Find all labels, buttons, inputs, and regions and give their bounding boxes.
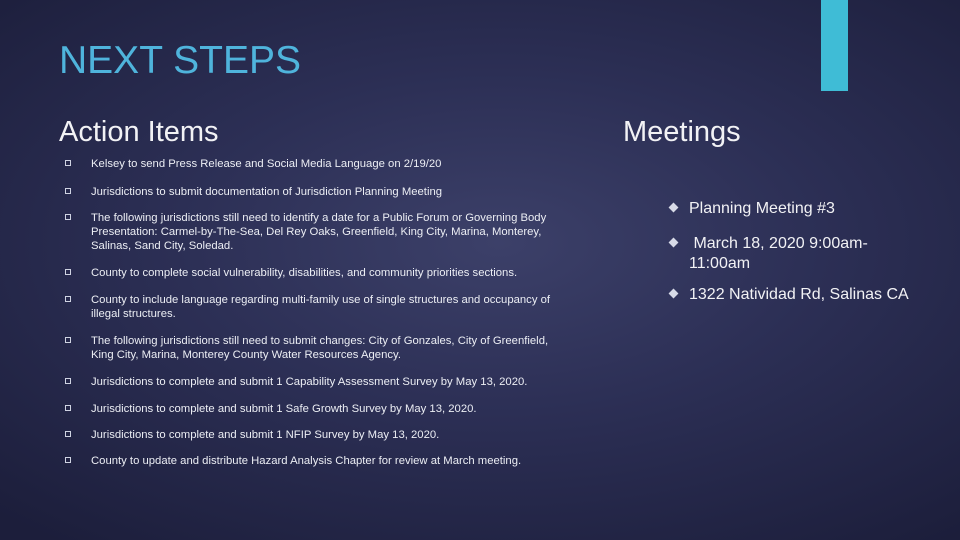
- square-bullet-icon: [65, 214, 71, 220]
- action-item-text: County to include language regarding multi-family use of single structures and occupancy of illegal structures.: [91, 294, 551, 320]
- diamond-bullet-icon: [669, 289, 679, 299]
- slide-title: NEXT STEPS: [59, 39, 302, 82]
- diamond-bullet-icon: [669, 203, 679, 213]
- square-bullet-icon: [65, 296, 71, 302]
- meeting-item-text: Planning Meeting #3: [689, 200, 835, 217]
- action-item-text: Jurisdictions to complete and submit 1 Capability Assessment Survey by May 13, 2020.: [91, 376, 528, 388]
- meeting-item-text: March 18, 2020 9:00am-11:00am: [689, 235, 868, 272]
- square-bullet-icon: [65, 457, 71, 463]
- square-bullet-icon: [65, 269, 71, 275]
- meetings-heading: Meetings: [623, 116, 741, 148]
- action-item-text: Jurisdictions to complete and submit 1 Safe Growth Survey by May 13, 2020.: [91, 403, 477, 415]
- action-item-text: The following jurisdictions still need to submit changes: City of Gonzales, City of Greenfield, King City, Marina, Monterey County Water Resources Agency.: [91, 335, 549, 361]
- diamond-bullet-icon: [669, 238, 679, 248]
- square-bullet-icon: [65, 431, 71, 437]
- meeting-item-text: 1322 Natividad Rd, Salinas CA: [689, 286, 909, 303]
- square-bullet-icon: [65, 405, 71, 411]
- accent-bar: [821, 0, 848, 91]
- action-item-text: County to complete social vulnerability, disabilities, and community priorities sections.: [91, 267, 518, 279]
- square-bullet-icon: [65, 378, 71, 384]
- square-bullet-icon: [65, 160, 71, 166]
- action-item-text: Kelsey to send Press Release and Social Media Language on 2/19/20: [91, 158, 442, 170]
- square-bullet-icon: [65, 188, 71, 194]
- action-items-heading: Action Items: [59, 116, 219, 148]
- action-item-text: Jurisdictions to submit documentation of Jurisdiction Planning Meeting: [91, 186, 443, 198]
- action-item-text: The following jurisdictions still need to identify a date for a Public Forum or Governing Body Presentation: Carmel-by-The-Sea, Del Rey Oaks, Greenfield, King City, Marina, Monterey, Salinas, Sand City, Soledad.: [91, 212, 547, 252]
- action-item-text: Jurisdictions to complete and submit 1 NFIP Survey by May 13, 2020.: [91, 429, 440, 441]
- action-item-text: County to update and distribute Hazard Analysis Chapter for review at March meeting.: [91, 455, 522, 467]
- square-bullet-icon: [65, 337, 71, 343]
